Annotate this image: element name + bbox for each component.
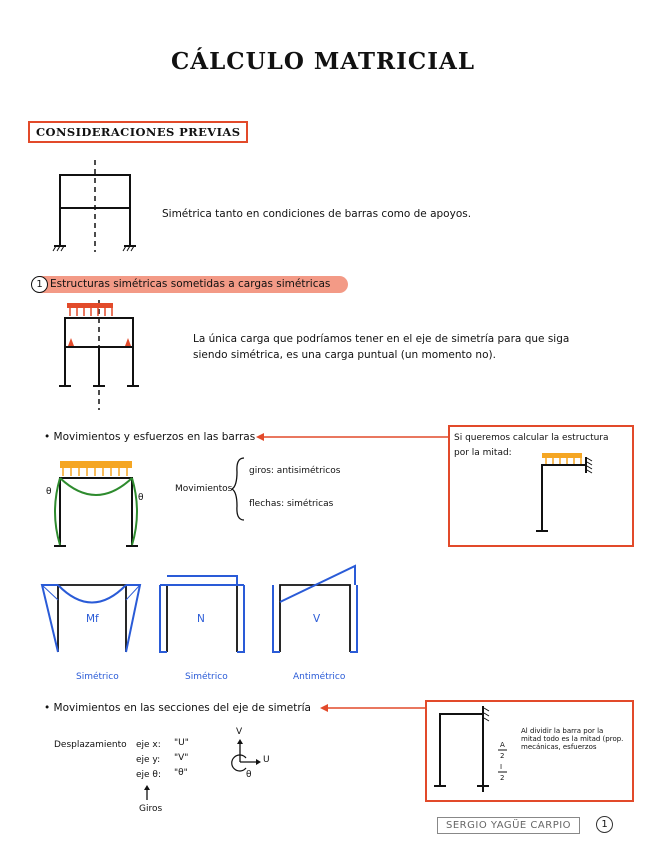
val-u: "U" bbox=[174, 738, 189, 748]
val-v: "V" bbox=[174, 753, 189, 763]
val-theta: "θ" bbox=[174, 768, 188, 778]
v-caption: Antimétrico bbox=[293, 672, 346, 682]
eje-theta-label: eje θ: bbox=[136, 770, 161, 780]
page-title: CÁLCULO MATRICIAL bbox=[170, 48, 476, 75]
eje-x-label: eje x: bbox=[136, 740, 161, 750]
author-footer: SERGIO YAGÜE CARPIO bbox=[437, 817, 580, 834]
movements-label: Movimientos bbox=[175, 484, 233, 494]
flechas-label: flechas: simétricas bbox=[249, 499, 334, 509]
divide-box-text: Al dividir la barra por la mitad todo es la mitad (prop. mecánicas, esfuerzos bbox=[521, 727, 624, 751]
desplazamiento-label: Desplazamiento bbox=[54, 740, 127, 750]
axis-u-label: U bbox=[263, 755, 270, 765]
movements-sections-bullet: • Movimientos en las secciones del eje de simetría bbox=[44, 702, 311, 714]
frac-a-den: 2 bbox=[500, 752, 505, 760]
giros-label: giros: antisimétricos bbox=[249, 466, 341, 476]
item1-heading: Estructuras simétricas sometidas a cargas simétricas bbox=[50, 278, 331, 290]
mf-caption: Simétrico bbox=[76, 672, 119, 682]
n-label: N bbox=[197, 613, 205, 625]
item1-note-line2: siendo simétrica, es una carga puntual (un momento no). bbox=[193, 349, 496, 361]
half-structure-box bbox=[448, 425, 634, 547]
theta-left: θ bbox=[46, 487, 52, 497]
frac-i-den: 2 bbox=[500, 774, 505, 782]
item1-note-line1: La única carga que podríamos tener en el eje de simetría para que siga bbox=[193, 333, 570, 345]
n-caption: Simétrico bbox=[185, 672, 228, 682]
movements-bars-bullet: • Movimientos y esfuerzos en las barras bbox=[44, 431, 256, 443]
eje-y-label: eje y: bbox=[136, 755, 161, 765]
section-header: CONSIDERACIONES PREVIAS bbox=[28, 121, 248, 143]
half-box-line2: por la mitad: bbox=[454, 448, 512, 458]
half-box-line1: Si queremos calcular la estructura bbox=[454, 433, 609, 443]
page-number: 1 bbox=[596, 816, 613, 833]
symmetry-note: Simétrica tanto en condiciones de barras como de apoyos. bbox=[162, 208, 472, 220]
giros-caption: Giros bbox=[139, 804, 163, 814]
frac-i-num: I bbox=[500, 763, 503, 771]
theta-right: θ bbox=[138, 493, 144, 503]
divide-box bbox=[425, 700, 634, 802]
mf-label: Mf bbox=[86, 613, 99, 625]
axis-v-label: V bbox=[236, 727, 243, 737]
axis-theta-label: θ bbox=[246, 770, 252, 780]
frac-a-num: A bbox=[500, 741, 505, 749]
v-label: V bbox=[313, 613, 321, 625]
item-number: 1 bbox=[31, 276, 48, 293]
